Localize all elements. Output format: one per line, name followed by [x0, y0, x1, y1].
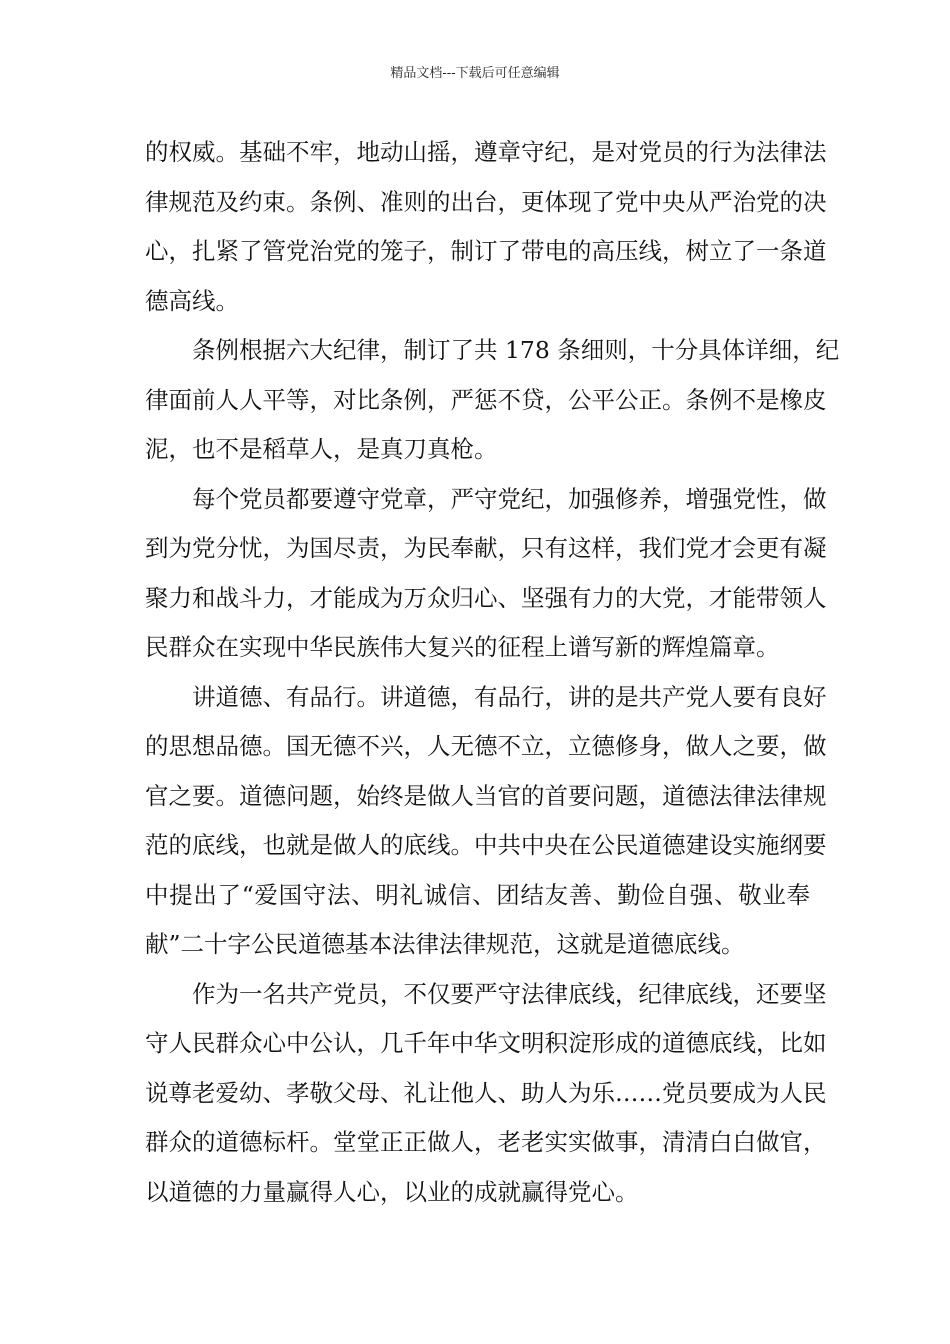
paragraph-3	[145, 475, 827, 673]
text-line: 中提出了“爱国守法、明礼诚信、团结友善、勤俭自强、敬业奉	[145, 880, 810, 909]
text-line: 泥，也不是稻草人，是真刀真枪。	[145, 435, 498, 463]
text-line: 心，扎紧了管党治党的笼子，制订了带电的高压线，树立了一条道	[145, 237, 827, 265]
text-line: 作为一名共产党员，不仅要严守法律底线，纪律底线，还要坚	[192, 979, 827, 1008]
text-line: 条例根据六大纪律，制订了共 178 条细则，十分具体详细，纪	[192, 336, 840, 364]
text-line: 群众的道德标杆。堂堂正正做人，老老实实做事，清清白白做官，	[145, 1128, 827, 1156]
text-line: 律面前人人平等，对比条例，严惩不贷，公平公正。条例不是橡皮	[145, 385, 827, 414]
page-header: 精品文档---下载后可任意编辑	[390, 66, 560, 81]
text-line: 德高线。	[145, 286, 239, 315]
text-line: 讲道德、有品行。讲道德，有品行，讲的是共产党人要有良好	[192, 682, 827, 711]
text-line: 到为党分忧，为国尽责，为民奉献，只有这样，我们党才会更有凝	[145, 534, 827, 562]
text-line: 官之要。道德问题，始终是做人当官的首要问题，道德法律法律规	[145, 781, 827, 810]
text-line: 聚力和战斗力，才能成为万众归心、坚强有力的大党，才能带领人	[145, 583, 827, 612]
paragraph-2	[145, 326, 840, 475]
text-line: 守人民群众心中公认，几千年中华文明积淀形成的道德底线，比如	[145, 1029, 827, 1057]
text-line: 律规范及约束。条例、准则的出台，更体现了党中央从严治党的决	[145, 187, 827, 216]
paragraph-4	[145, 673, 827, 970]
paragraph-5	[145, 970, 827, 1218]
text-line: 说尊老爱幼、孝敬父母、礼让他人、助人为乐……党员要成为人民	[145, 1078, 827, 1107]
text-line: 献”二十字公民道德基本法律法律规范，这就是道德底线。	[145, 930, 745, 958]
text-line: 的思想品德。国无德不兴，人无德不立，立德修身，做人之要，做	[145, 732, 827, 760]
text-line: 以道德的力量赢得人心，以业的成就赢得党心。	[145, 1177, 639, 1206]
text-line: 每个党员都要遵守党章，严守党纪，加强修养，增强党性，做	[192, 484, 827, 513]
text-line: 民群众在实现中华民族伟大复兴的征程上谱写新的辉煌篇章。	[145, 633, 780, 661]
paragraph-1	[145, 128, 827, 326]
text-line: 的权威。基础不牢，地动山摇，遵章守纪，是对党员的行为法律法	[145, 138, 827, 166]
text-line: 范的底线，也就是做人的底线。中共中央在公民道德建设实施纲要	[145, 831, 827, 859]
document-body	[145, 128, 840, 1217]
